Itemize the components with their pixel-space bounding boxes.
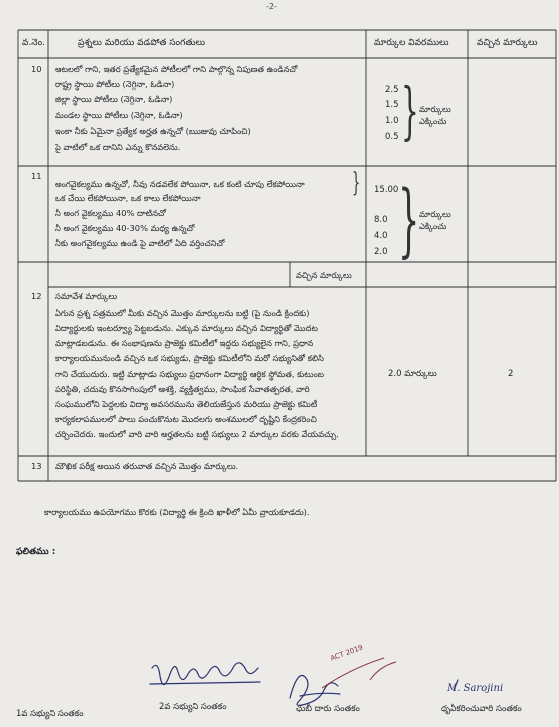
second-member-signature-label: 2వ సభ్యుని సంతకం (159, 702, 227, 712)
row11-note: మార్కులు ఎక్కించు (419, 209, 451, 231)
header-question: ప్రశ్నలు మరియు వడపోత సంగతులు (78, 38, 205, 48)
stamp-text: ACT 2019 (329, 643, 365, 663)
row11-mark: 2.0 (374, 247, 388, 257)
row12-line: గాని చేయుదురు. ఇట్టి మాట్లాడు సభ్యులు ప్రధానంగా విద్యార్థి ఆర్థిక స్థోమత, కుటుంబ (55, 369, 325, 379)
row12-line: చర్చించెదరు. ఇందులో వారి వారి అర్హతలను బట్టి సభ్యులు 2 మార్కుల వరకు వేయవచ్చు. (55, 429, 339, 439)
row10-brace: } (401, 74, 419, 147)
row10-line: పై వాటిలో ఒక దానిని ఎన్ను కొనవలెను. (55, 142, 181, 152)
row11-small-brace: } (352, 168, 361, 198)
row12-title: సమావేశ మార్కులు (55, 291, 118, 301)
row12-marks: 2.0 మార్కులు (388, 369, 437, 379)
row11-line: నీ అంగ వైకల్యము 40% దాటినచో (55, 208, 166, 218)
row11-mark: 8.0 (374, 215, 388, 225)
third-signature (290, 676, 338, 706)
row13-text: మౌఖిక పరీక్ష అయిన తరువాత వచ్చిన మొత్తం మార్కులు. (55, 461, 239, 471)
header-marks-detail: మార్కుల వివరములు (374, 38, 449, 48)
first-member-signature-label: 1వ సభ్యుని సంతకం (16, 709, 84, 719)
row11-mark: 4.0 (374, 231, 388, 241)
row10-mark: 2.5 (385, 85, 399, 95)
verifier-name: M. Sarojini (447, 683, 504, 694)
row10-mark: 1.0 (385, 116, 399, 126)
row12-line: పరిస్థితి, చదువు కొనసాగింపులో ఆశక్తి, వ్యక్తిత్వము, సాంఘిక సేవాతత్పరత, వారి (55, 384, 310, 394)
row11-line: ఒక చేయి లేకపోయినా, ఒక కాలు లేకపోయినా (55, 193, 201, 203)
row10-line: మండల స్థాయి పోటీలు (నెగ్గినా, ఓడినా) (55, 110, 183, 120)
row12-number: 12 (31, 291, 42, 301)
row10-line: జిల్లా స్థాయి పోటీలు (నెగ్గినా, ఓడినా) (55, 94, 173, 104)
row11-line: అంగవైకల్యము ఉన్నచో, నీవు నడవలేక పోయినా, ఒక కంటి చూపు లేకపోయినా (55, 179, 305, 189)
row12-line: విద్యార్థులకు ఇంటర్వ్యూ పెట్టబడును. ఎక్కువ మార్కులు వచ్చిన విద్యార్థితో మొదట (55, 323, 318, 333)
row10-mark: 0.5 (385, 132, 399, 142)
row10-line: ఇంకా నీకు ఏమైనా ప్రత్యేక అర్హత ఉన్నచో (ఋజువు చూపించి) (55, 126, 251, 136)
row11-brace: } (398, 173, 420, 266)
row12-line: ఏగున ప్రశ్న పత్రములో మీకు వచ్చిన మొత్తం మార్కులను బట్టి (పై నుండి క్రిందకు) (55, 308, 310, 318)
row11-line: నీకు అంగవైకల్యము ఉండి పై వాటిలో ఏది వర్తించనిచో (55, 238, 225, 248)
row11-line: నీ అంగ వైకల్యము 40-30% మధ్య ఉన్నచో (55, 223, 195, 233)
row12-line: సంఘములోని పెద్దలకు విద్యా అవసరమును తెలియజేస్తున మరియు ప్రాజెక్టు కమిటీ (55, 399, 318, 409)
row12-line: కార్యాలయమునుండి వచ్చిన ఒక సభ్యుడు, ప్రాజెక్టు కమిటీలోని మరో సభ్యునితో కలిసి (55, 353, 324, 363)
row10-mark: 1.5 (385, 100, 399, 110)
row12-line: కార్యకలాపములలో పాలు పంచుకొనుట మొదలగు అంశములలో దృష్టిని కేంద్రకరించి (55, 414, 317, 424)
verifier-signature-label: ధృవీకరించువారి సంతకం (441, 704, 522, 714)
row12-line: మాట్లాడబడును. ఈ సంభాషణను ప్రాజెక్టు కమిటీలో ఇద్దరు సభ్యులైన గాని, ప్రధాన (55, 338, 314, 348)
row10-line: ఆటలలో గాని, ఇతర ప్రత్యేకమైన పోటీలలో గాని పాల్గొన్న నిపుణత ఉండినచో (55, 64, 298, 74)
second-member-signature (152, 663, 258, 685)
row13-number: 13 (31, 461, 42, 471)
row10-number: 10 (31, 64, 42, 74)
header-marks-obtained: వచ్చిన మార్కులు (477, 38, 538, 48)
row11-number: 11 (31, 171, 42, 181)
result-label: ఫలితము : (16, 547, 56, 557)
page-number: -2- (266, 2, 277, 11)
row12-subheader: వచ్చిన మార్కులు (296, 270, 352, 280)
office-note: కార్యాలయము ఉపయోగము కొరకు (విద్యార్థి ఈ క్రింది ఖాళీలో ఏమీ వ్రాయకూడదు). (44, 507, 310, 517)
header-sno: వ.నెం. (22, 38, 46, 48)
third-signature-label: ఛుబీ దారు సంతకం (296, 704, 360, 714)
row12-obtained: 2 (508, 369, 514, 379)
row10-line: రాష్ట్ర స్థాయి పోటీలు (నెగ్గినా, ఓడినా) (55, 79, 175, 89)
row10-note: మార్కులు ఎక్కించు (419, 104, 451, 126)
row11-mark: 15.00 (374, 185, 399, 195)
